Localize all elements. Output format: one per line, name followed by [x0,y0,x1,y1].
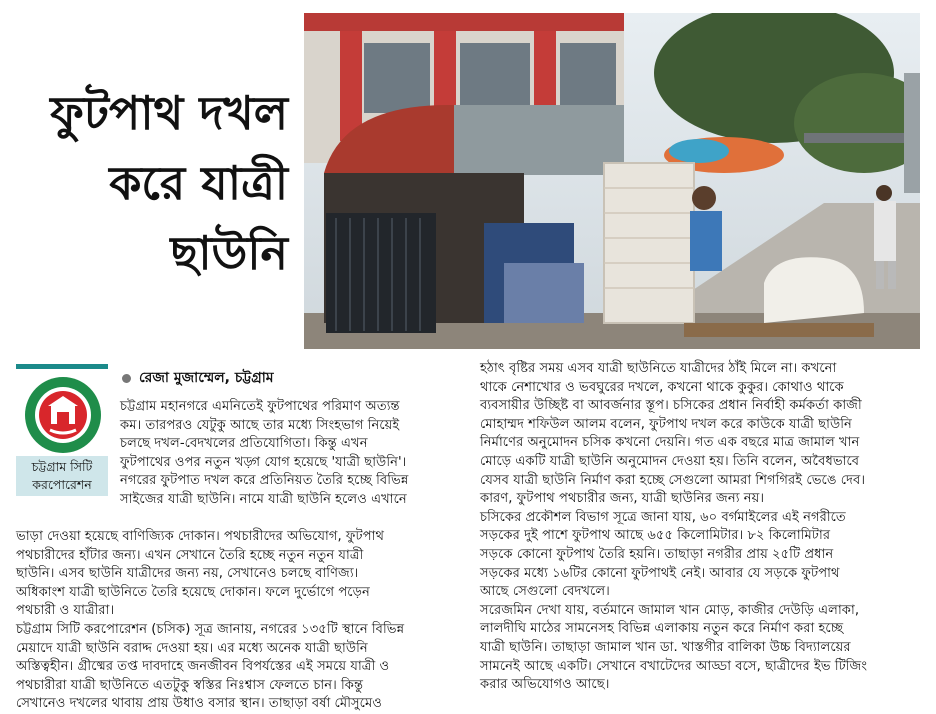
article-column-left-top [120,398,408,510]
headline [14,78,288,288]
article-line: ব্যবসায়ীর উচ্ছিষ্ট বা আবর্জনার স্তূপ। চসিকের প্রধান নির্বাহী কর্মকর্তা কাজী [480,398,862,414]
article-line: ফুটপাথের ওপর নতুন খড়্গ যোগ হয়েছে 'যাত্রী ছাউনি'। [120,454,407,470]
logo-accent-bar [16,364,108,369]
article-line: হঠাৎ বৃষ্টির সময় এসব যাত্রী ছাউনিতে যাত্রীদের ঠাঁই মিলে না। কখনো [480,361,837,376]
article-line: ভাড়া দেওয়া হয়েছে বাণিজ্যিক দোকান। পথচারীদের অভিযোগ, ফুটপাথ [16,529,385,544]
street-market-photo [304,13,920,349]
article-line: নগরের ফুটপাত দখল করে প্রতিনিয়ত তৈরি হচ্ছে বিভিন্ন [120,473,409,489]
article-line: করার অভিযোগও আছে। [480,677,610,693]
logo-caption-line: চট্টগ্রাম সিটি [31,459,93,474]
article-line: যাত্রী ছাউনি। তাছাড়া জামাল খান ডা. খাস্তগীর বালিকা উচ্চ বিদ্যালয়ের [480,639,851,655]
headline-line: ফুটপাথ দখল [50,86,288,140]
article-line: সড়কের দুই পাশে ফুটপাথ আছে ৬৫৫ কিলোমিটার। ৮২ কিলোমিটার [480,528,831,544]
article-line: অধিকাংশ যাত্রী ছাউনিতে তৈরি হয়েছে দোকান। ফলে দুর্ভোগে পড়েন [16,584,370,600]
article-line: পথচারীরা যাত্রী ছাউনিতে এতটুকু স্বস্তির নিঃশ্বাস ফেলতে চান। কিন্তু [16,677,364,693]
article-line: চলছে দখল-বেদখলের প্রতিযোগিতা। কিন্তু এখন [120,436,368,452]
article-line: সড়কে কোনো ফুটপাথ তৈরি হয়নি। তাছাড়া নগরীর প্রায় ২৫টি প্রধান [480,546,834,562]
article-line: লালদীঘি মাঠের সামনেসহ বিভিন্ন এলাকায় নতুন করে নির্মাণ করা হচ্ছে [480,621,844,637]
city-corporation-logo [16,364,108,496]
article-line: কম। তারপরও যেটুকু আছে তার মধ্যে সিংহভাগ নিয়েই [120,417,400,433]
article-line: সরেজমিন দেখা যায়, বর্তমানে জামাল খান মোড়, কাজীর দেউড়ি এলাকা, [480,602,860,618]
article-line: চট্টগ্রাম মহানগরে এমনিতেই ফুটপাথের পরিমাণ অত্যন্ত [120,399,400,414]
article-line: ছাউনি। এসব ছাউনি যাত্রীদের জন্য নয়, সেখানেও চলছে বাণিজ্য। [16,566,359,582]
logo-caption [16,456,108,496]
article-line: সামনেই আছে একটি। সেখানে বখাটেদের আড্ডা বসে, ছাত্রীদের ইভ টিজিং [480,658,868,674]
article-line: চসিকের প্রকৌশল বিভাগ সূত্রে জানা যায়, ৬০ বর্গমাইলের এই নগরীতে [480,509,846,525]
logo-caption-line: করপোরেশন [32,477,92,492]
article-line: মেয়াদে যাত্রী ছাউনি বরাদ্দ দেওয়া হয়। এর মধ্যে অনেক যাত্রী ছাউনি [16,640,368,656]
headline-line: করে যাত্রী [109,156,288,210]
article-line: পথচারীদের হাঁটার জন্য। এখন সেখানে তৈরি হচ্ছে নতুন নতুন যাত্রী [16,547,364,563]
bullet-icon [122,374,131,383]
article-line: কারণ, ফুটপাথ পথচারীর জন্য, যাত্রী ছাউনির জন্য নয়। [480,491,765,507]
article-line: মোড়ে একটি যাত্রী ছাউনি অনুমোদন দেওয়া হয়। তিনি বলেন, অবৈধভাবে [480,453,860,469]
byline-text: রেজা মুজাম্মেল, চট্টগ্রাম [139,370,274,386]
article-line: নির্মাণের অনুমোদন চসিক কখনো দেয়নি। গত এক বছরে মাত্র জামাল খান [480,435,860,451]
headline-line: ছাউনি [170,226,288,280]
article-line: সড়কের মধ্যে ১৬টির কোনো ফুটপাথই নেই। আবার যে সড়কে ফুটপাথ [480,565,840,581]
article-line: থাকে নেশাখোর ও ভবঘুরের দখলে, কখনো থাকে কুকুর। কোথাও থাকে [480,379,844,395]
chittagong-city-corporation-seal-icon [24,376,102,454]
article-line: পথচারী ও যাত্রীরা। [16,603,115,619]
article-line: সাইজের যাত্রী ছাউনি। নামে যাত্রী ছাউনি হলেও এখানে [120,491,407,507]
article-line: চট্টগ্রাম সিটি করপোরেশন (চসিক) সূত্র জানায়, নগরের ১৩৫টি স্থানে বিভিন্ন [16,621,405,637]
article-line: আছে সেগুলো বেদখলে। [480,584,610,600]
article-line: মোহাম্মদ শফিউল আলম বলেন, ফুটপাথ দখল করে কাউকে যাত্রী ছাউনি [480,416,852,432]
street-market-photo-drawing [304,13,920,349]
byline [122,366,274,390]
article-line: সেখানেও দখলের থাবায় প্রায় উধাও বসার স্থান। তাছাড়া বর্ষা মৌসুমেও [16,696,383,712]
article-line: যেসব যাত্রী ছাউনি নির্মাণ করা হচ্ছে সেগুলো আমরা শিগগিরই ভেঙে দেব। [480,472,866,488]
article-column-left-bottom [16,528,404,714]
article-column-right [480,360,867,695]
article-line: অস্তিত্বহীন। গ্রীষ্মের তপ্ত দাবদাহে জনজীবন বিপর্যস্তের এই সময়ে যাত্রী ও [16,659,390,675]
